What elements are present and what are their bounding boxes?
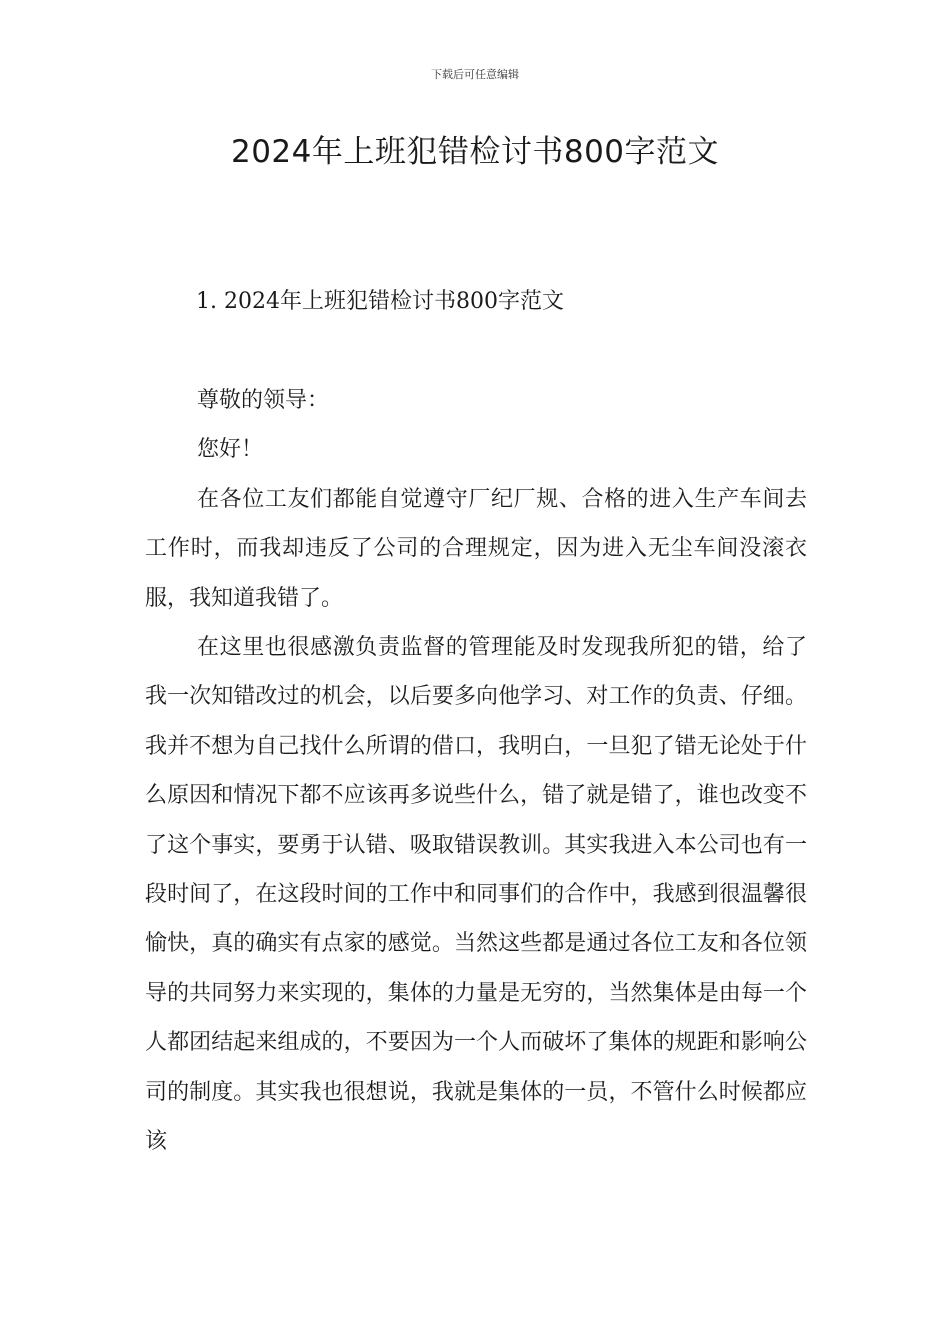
document-body (145, 376, 807, 1167)
document-title: 2024年上班犯错检讨书800字范文 (230, 134, 720, 170)
section-heading: 1. 2024年上班犯错检讨书800字范文 (196, 289, 564, 314)
greeting: 您好！ (197, 437, 264, 463)
salutation: 尊敬的领导： (197, 388, 330, 413)
paragraph: 在各位工友们都能自觉遵守厂纪厂规、合格的进入生产车间去工作时，而我却违反了公司的合理规定，因为进入无尘车间没滚衣服，我知道我错了。 (145, 486, 807, 611)
paragraph: 在这里也很感激负责监督的管理能及时发现我所犯的错，给了我一次知错改过的机会，以后要多向他学习、对工作的负责、仔细。我并不想为自己找什么所谓的借口，我明白，一旦犯了错无论处于什么原因和情况下都不应该再多说些什么，错了就是错了，谁也改变不了这个事实，要勇于认错、吸取错误教训。其实我进入本公司也有一段时间了，在这段时间的工作中和同事们的合作中，我感到很温馨很愉快，真的确实有点家的感觉。当然这些都是通过各位工友和各位领导的共同努力来实现的，集体的力量是无穷的，当然集体是由每一个人都团结起来组成的，不要因为一个人而破坏了集体的规距和影响公司的制度。其实我也很想说，我就是集体的一员，不管什么时候都应该 (145, 635, 807, 1155)
header-note: 下载后可任意编辑 (431, 68, 519, 81)
